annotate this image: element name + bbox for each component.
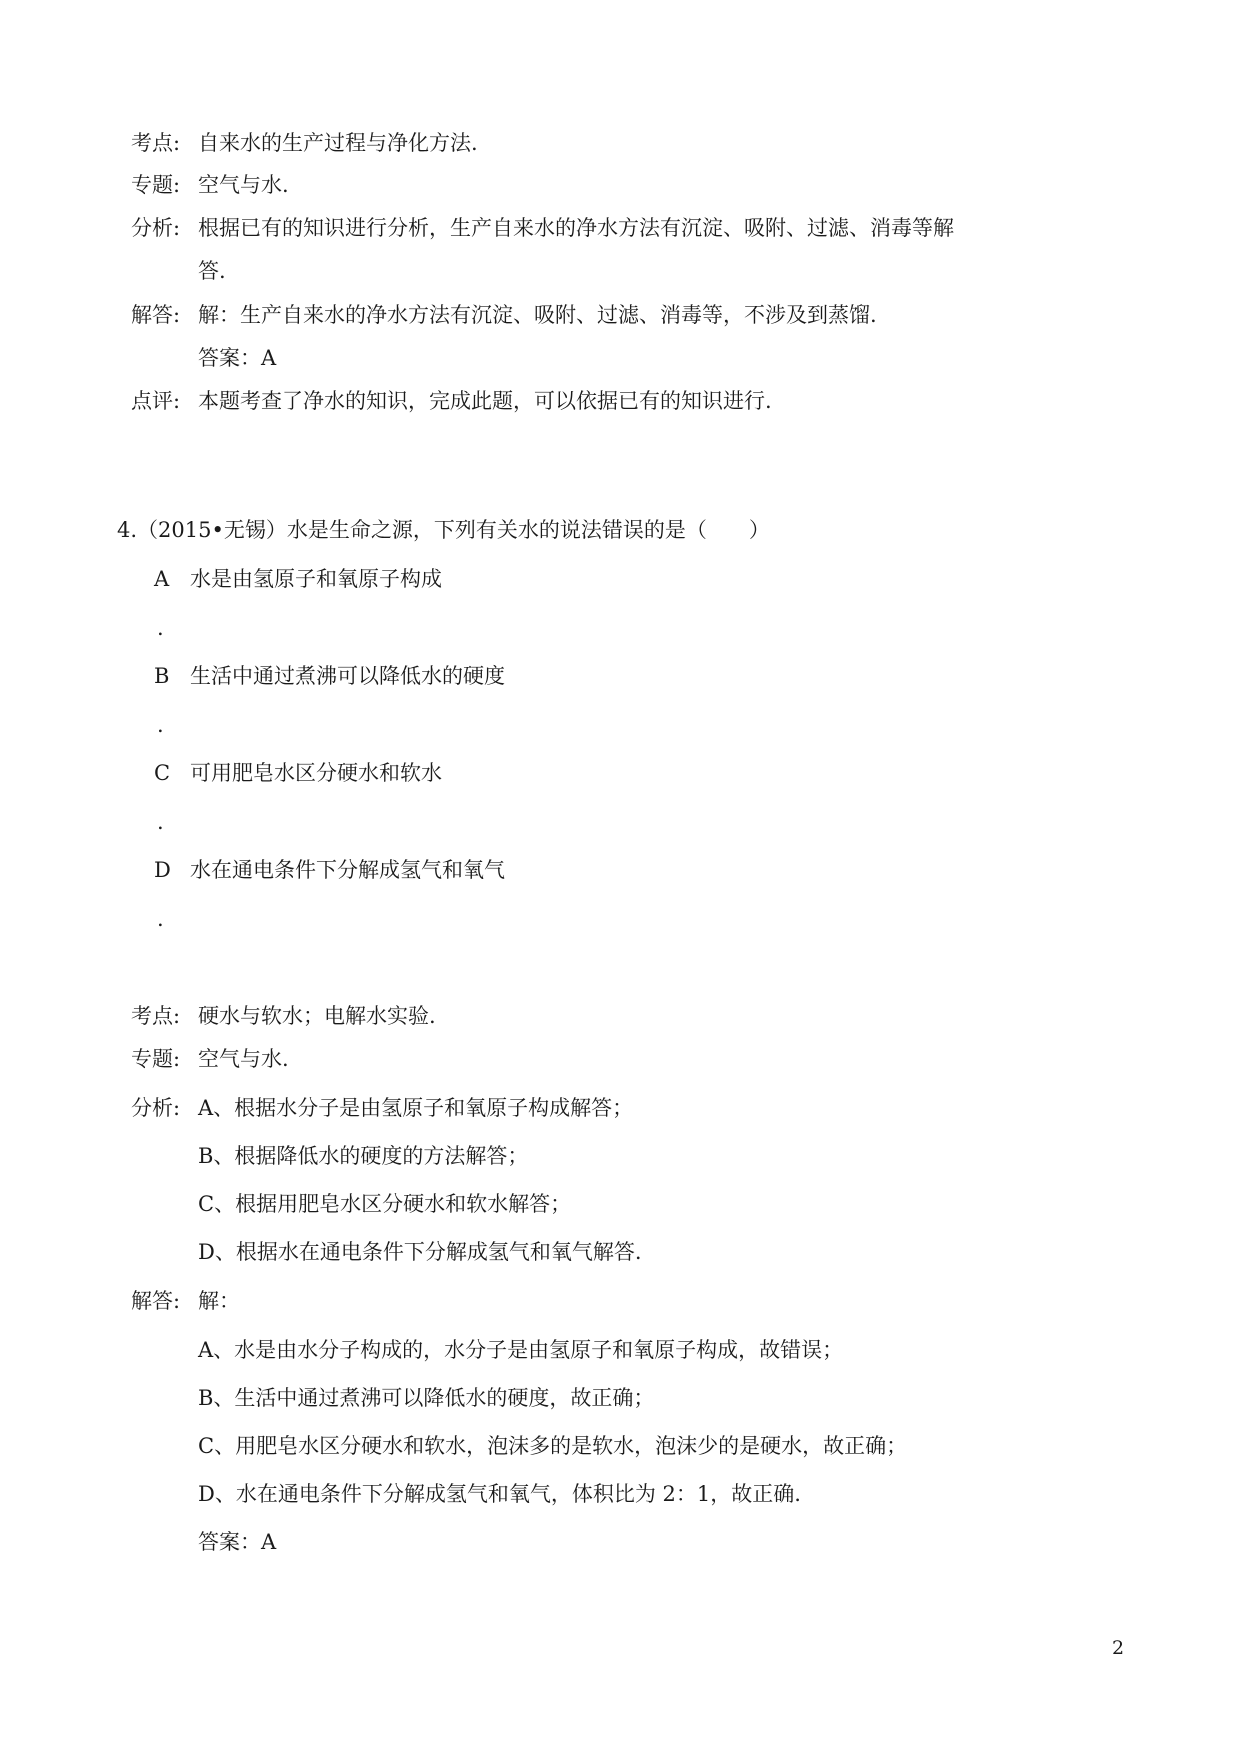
zhuanti-label: 专题:: [131, 1047, 181, 1071]
option-letter: A: [154, 567, 170, 591]
dianping-text: 本题考查了净水的知识，完成此题，可以依据已有的知识进行.: [198, 389, 772, 413]
fenxi-text-continued: 答.: [198, 259, 226, 283]
option-d: [154, 855, 505, 885]
option-dot: .: [157, 907, 164, 931]
option-text: 水在通电条件下分解成氢气和氧气: [190, 858, 505, 882]
option-text: 水是由氢原子和氧原子构成: [190, 567, 442, 591]
jieda-text: 解：生产自来水的净水方法有沉淀、吸附、过滤、消毒等，不涉及到蒸馏.: [198, 303, 877, 327]
option-letter: D: [154, 858, 171, 882]
jieda-answer: 答案：A: [198, 346, 277, 370]
kaodian-label: 考点:: [131, 131, 181, 155]
option-dot: .: [157, 616, 164, 640]
jieda-label: 解答:: [131, 1289, 181, 1313]
jieda-head: 解：: [198, 1289, 240, 1313]
option-letter: C: [154, 761, 171, 785]
option-letter: B: [154, 664, 170, 688]
page-number: 2: [1112, 1637, 1125, 1659]
kaodian-label: 考点:: [131, 1004, 181, 1028]
option-a: [154, 564, 442, 594]
jieda-line: B、生活中通过煮沸可以降低水的硬度，故正确；: [198, 1386, 655, 1410]
option-b: [154, 661, 505, 691]
fenxi-line: B、根据降低水的硬度的方法解答；: [198, 1144, 529, 1168]
zhuanti-text: 空气与水.: [198, 173, 289, 197]
fenxi-line: A、根据水分子是由氢原子和氧原子构成解答；: [198, 1096, 634, 1120]
option-dot: .: [157, 713, 164, 737]
jieda-line: D、水在通电条件下分解成氢气和氧气，体积比为 2：1，故正确.: [198, 1482, 801, 1506]
option-dot: .: [157, 810, 164, 834]
jieda-label: 解答:: [131, 303, 181, 327]
fenxi-line: C、根据用肥皂水区分硬水和软水解答；: [198, 1192, 572, 1216]
kaodian-text: 硬水与软水；电解水实验.: [198, 1004, 436, 1028]
fenxi-line: D、根据水在通电条件下分解成氢气和氧气解答.: [198, 1240, 642, 1264]
jieda-answer: 答案：A: [198, 1530, 277, 1554]
option-text: 可用肥皂水区分硬水和软水: [190, 761, 442, 785]
option-text: 生活中通过煮沸可以降低水的硬度: [190, 664, 505, 688]
fenxi-label: 分析:: [131, 1096, 181, 1120]
zhuanti-text: 空气与水.: [198, 1047, 289, 1071]
dianping-label: 点评:: [131, 389, 181, 413]
question-title: 4.（2015•无锡）水是生命之源，下列有关水的说法错误的是（ ）: [117, 518, 770, 542]
fenxi-text: 根据已有的知识进行分析，生产自来水的净水方法有沉淀、吸附、过滤、消毒等解: [198, 216, 954, 240]
zhuanti-label: 专题:: [131, 173, 181, 197]
fenxi-label: 分析:: [131, 216, 181, 240]
jieda-line: A、水是由水分子构成的，水分子是由氢原子和氧原子构成，故错误；: [198, 1338, 844, 1362]
jieda-line: C、用肥皂水区分硬水和软水，泡沫多的是软水，泡沫少的是硬水，故正确；: [198, 1434, 908, 1458]
kaodian-text: 自来水的生产过程与净化方法.: [198, 131, 478, 155]
option-c: [154, 758, 442, 788]
